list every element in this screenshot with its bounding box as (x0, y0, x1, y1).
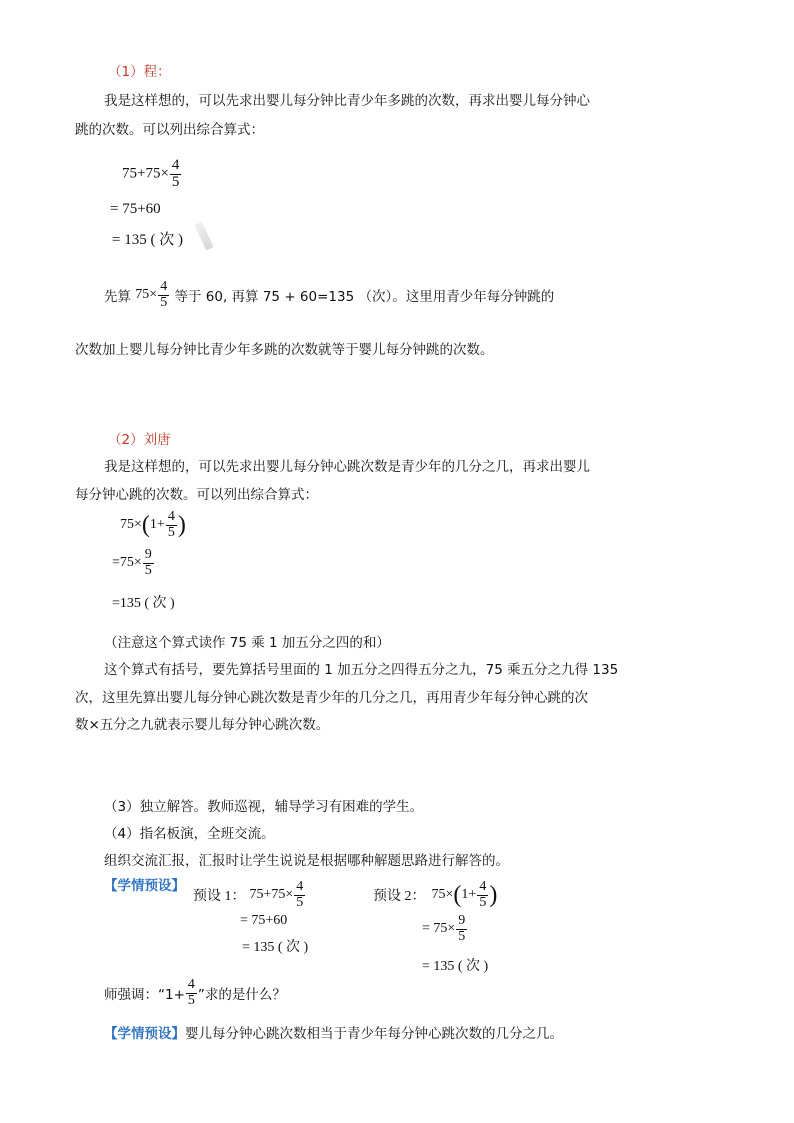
section1-explanation-line1 (104, 280, 554, 310)
numerator: 4 (479, 879, 487, 894)
eq-inner: 1+ (149, 517, 165, 533)
section1-intro-line2: 跳的次数。可以列出综合算式： (75, 122, 264, 138)
section2-equation-2 (112, 548, 155, 578)
numerator: 4 (187, 977, 195, 992)
teacher-emphasis (104, 978, 286, 1008)
preset2-label: 预设 2： (373, 889, 426, 905)
denominator: 5 (167, 524, 175, 540)
preset1-equation-3: = 135 ( 次 ) (242, 940, 309, 955)
fraction (143, 548, 154, 578)
eq-inner: 1+ (461, 887, 477, 903)
eq-text: 75× (431, 887, 454, 903)
expl-rest: 等于 60, 再算 75 + 60=135 （次）。这里用青少年每分钟跳的 (174, 289, 555, 306)
denominator: 5 (458, 928, 466, 944)
right-paren: ) (489, 882, 498, 909)
eq-text: 75× (120, 517, 142, 533)
eq-text: =75× (112, 555, 142, 571)
emphasis-suffix: ”求的是什么？ (197, 987, 286, 1004)
section1-equation-2: = 75+60 (110, 201, 161, 217)
section1-explanation-line2: 次数加上婴儿每分钟比青少年多跳的次数就等于婴儿每分钟跳的次数。 (75, 342, 494, 358)
section2-heading: （2）刘唐 (108, 432, 171, 448)
preset1-equation-1 (193, 880, 306, 910)
expl-prefix: 先算 (104, 289, 131, 306)
right-paren: ) (177, 512, 186, 539)
section2-note: （注意这个算式读作 75 乘 1 加五分之四的和） (104, 635, 390, 651)
final-text: 婴儿每分钟心跳次数相当于青少年每分钟心跳次数的几分之几。 (185, 1026, 563, 1042)
eq-text: 75+75× (249, 887, 294, 903)
eq-text: = 75× (422, 921, 456, 937)
fraction (186, 978, 197, 1008)
watermark-mark (194, 222, 213, 251)
eq-text: 75+75× (122, 165, 169, 182)
fraction (170, 158, 182, 191)
preset2-equation-3: = 135 ( 次 ) (422, 959, 489, 974)
section1-heading: （1）程： (108, 64, 171, 80)
step-3: （3）独立解答。教师巡视，辅导学习有困难的学生。 (104, 799, 424, 815)
fraction (166, 510, 177, 540)
preset1-label: 预设 1： (193, 889, 246, 905)
fraction (477, 880, 488, 910)
preset-tag: 【学情预设】 (104, 878, 185, 894)
section2-explanation-line2: 次，这里先算出婴儿每分钟心跳次数是青少年的几分之几，再用青少年每分钟心跳的次 (75, 690, 588, 706)
denominator: 5 (144, 562, 152, 578)
section2-equation-3: =135 ( 次 ) (112, 596, 175, 611)
section1-intro-line1: 我是这样想的，可以先求出婴儿每分钟比青少年多跳的次数，再求出婴儿每分钟心 (104, 93, 590, 109)
fraction (456, 914, 467, 944)
numerator: 4 (296, 879, 304, 894)
section2-explanation-line3: 数×五分之九就表示婴儿每分钟心跳次数。 (75, 717, 330, 733)
numerator: 4 (160, 279, 168, 294)
step-4: （4）指名板演，全班交流。 (104, 826, 275, 842)
fraction (294, 880, 305, 910)
section2-explanation-line1: 这个算式有括号，要先算括号里面的 1 加五分之四得五分之九，75 乘五分之九得 135 (104, 662, 619, 678)
preset2-equation-1 (373, 880, 497, 910)
numerator: 9 (144, 547, 152, 562)
final-preset (104, 1022, 563, 1042)
section1-equation-3: = 135 ( 次 ) (112, 232, 183, 248)
expl-expression (135, 279, 170, 310)
section2-equation-1 (120, 510, 186, 540)
numerator: 9 (458, 913, 466, 928)
numerator: 4 (167, 509, 175, 524)
preset1-equation-2: = 75+60 (240, 913, 288, 928)
section2-intro-line1: 我是这样想的，可以先求出婴儿每分钟心跳次数是青少年的几分之几，再求出婴儿 (104, 459, 590, 475)
organize-text: 组织交流汇报，汇报时让学生说说是根据哪种解题思路进行解答的。 (104, 853, 509, 869)
left-paren: ( (141, 512, 150, 539)
section2-intro-line2: 每分钟心跳的次数。可以列出综合算式： (75, 487, 318, 503)
left-paren: ( (453, 882, 462, 909)
denominator: 5 (479, 894, 487, 910)
emphasis-prefix: 师强调：“1+ (104, 987, 185, 1004)
fraction (158, 280, 169, 310)
preset-tag-2: 【学情预设】 (104, 1026, 185, 1042)
denominator: 5 (160, 294, 168, 310)
denominator: 5 (296, 894, 304, 910)
expl-expr-text: 75× (135, 287, 158, 303)
denominator: 5 (171, 173, 180, 190)
denominator: 5 (187, 992, 195, 1008)
numerator: 4 (171, 157, 180, 173)
preset2-equation-2 (422, 914, 468, 944)
section1-equation-1 (122, 158, 182, 191)
